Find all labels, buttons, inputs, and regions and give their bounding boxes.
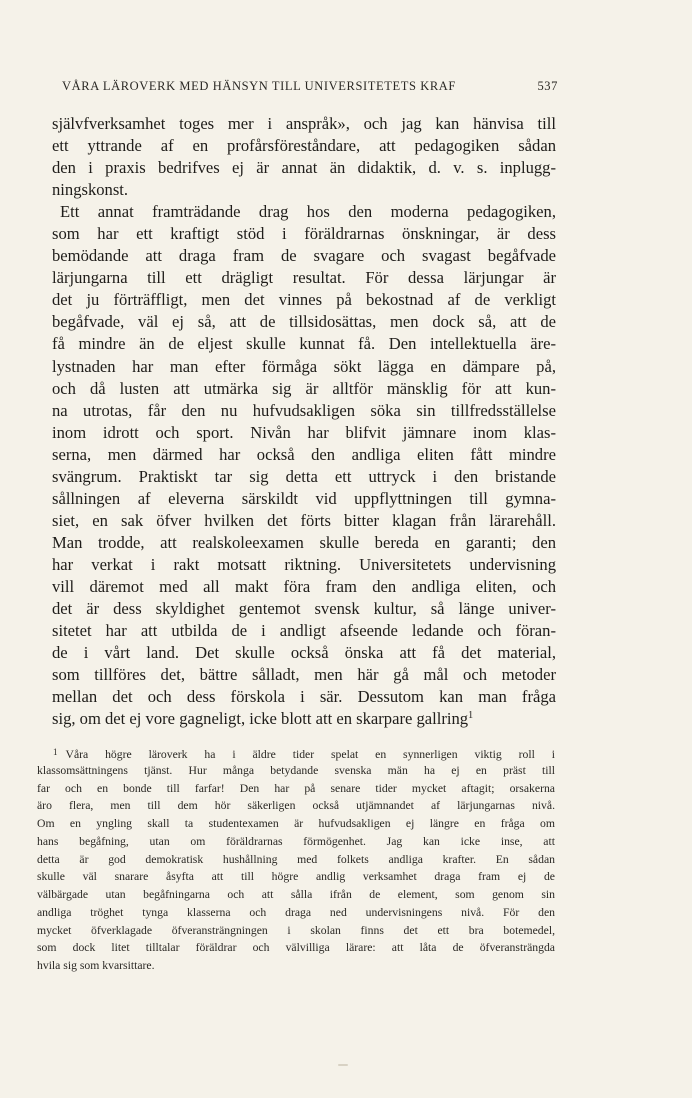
text-line: den i praxis bedrifves ej är annat än didaktik, d. v. s. inplugg- [52,158,556,178]
text-line: siet, en sak öfver hvilken det förts bitter klagan från lärarehåll. [52,510,556,530]
text-line: självfverksamhet toges mer i anspråk», och jag kan hänvisa till [52,114,556,133]
text-line: som har ett kraftigt stöd i föräldrarnas önskningar, är dess [52,224,556,244]
footnote-line: hans begåfning, utan om föräldrarnas förmögenhet. Jag kan icke inse, att [37,834,555,848]
text-line: ett yttrande af en profårsföreståndare, att pedagogiken sådan [52,136,556,156]
text-line: begåfvade, väl ej så, att de tillsidosättas, men dock så, att de [52,312,556,332]
text-line: svängrum. Praktiskt tar sig detta ett uttryck i den bristande [52,466,556,486]
text-line: har verkat i rakt motsatt riktning. Universitetets undervisning [52,554,556,574]
running-header [62,79,558,99]
footnote-line: Om en yngling skall ta studentexamen är hufvudsakligen ej längre en fråga om [37,817,555,830]
text-line: få mindre än de eljest skulle kunnat få. Den intellektuella äre- [52,334,556,354]
footnote-line [37,744,555,762]
footnote-line: mycket öfverklagade öfveransträngningen i skolan finns det ett bra botemedel, [37,923,555,937]
text-line: lärjungarna till ett drägligt resultat. För dessa lärjungar är [52,268,556,288]
footnote-reference[interactable]: 1 [468,710,474,722]
last-line-text: sig, om det ej vore gagneligt, icke blott att en skarpare gallring [52,709,469,729]
footnote [37,744,555,975]
text-line [52,708,556,730]
text-line: na utrotas, får den nu hufvudsakligen söka sin tillfredsställelse [52,400,556,420]
page-number: 537 [537,79,558,93]
footnote-line: skulle väl snarare åsyfta att till högre andlig verksamhet draga fram ej de [37,870,555,884]
main-text [52,113,556,730]
text-line: Ett annat framträdande drag hos den moderna pedagogiken, [60,202,556,222]
text-line: serna, men därmed har också den andliga eliten fått mindre [52,444,556,464]
footnote-line: andliga tröghet tynga klasserna och draga ned undervisningens nivå. För den [37,905,555,919]
footnote-line: hvila sig som kvarsittare. [37,959,155,972]
text-line: inom idrott och sport. Nivån har blifvit jämnare inom klas- [52,422,556,442]
footnote-line: äro flera, men till dem hör säkerligen också utjämnandet af lärjungarnas nivå. [37,799,555,813]
text-line: de i vårt land. Det skulle också önska att få det material, [52,643,556,663]
text-line: det är dess skyldighet gentemot svensk kultur, så länge univer- [52,599,556,619]
text-line: lystnaden har man efter förmåga sökt lägga en dämpare på, [52,356,556,376]
text-line: som tillföres det, bättre sålladt, men här gå mål och metoder [52,665,556,685]
running-title: VÅRA LÄROVERK MED HÄNSYN TILL UNIVERSITETETS KRAF [62,79,456,93]
footnote-marker: 1 [53,747,58,757]
text-line: och då lusten att utmärka sig är alltför mänsklig för att kun- [52,378,556,398]
text-line: sållningen af eleverna särskildt vid uppflyttningen till gymna- [52,488,556,508]
footnote-line-text: Våra högre läroverk ha i äldre tider spelat en synnerligen viktig roll i [65,748,555,761]
footnote-line: välbärgade utan begåfningarna och att sålla ifrån de element, som genom sin [37,888,555,901]
text-line: det ju förträffligt, men det vinnes på bekostnad af de verkligt [52,290,556,310]
text-line: mellan det och dess förskola i sär. Dessutom kan man fråga [52,687,556,707]
text-line: Man trodde, att realskoleexamen skulle bereda en garanti; den [52,532,556,552]
page-speck [338,1064,348,1066]
footnote-line: som dock litet tilltalar föräldrar och välvilliga lärare: att låta de öfveransträngda [37,941,555,955]
footnote-line: far och en bonde till farfar! Den har på senare tider mycket aftagit; orsakerna [37,781,555,795]
text-line: ningskonst. [52,180,129,200]
footnote-line: klassomsättningens tjänst. Hur många betydande svenska män ha ej en präst till [37,763,555,777]
text-line: bemödande att draga fram de svagare och svagast begåfvade [52,246,556,266]
footnote-line: detta är god demokratisk hushållning med folkets andliga krafter. En sådan [37,852,555,866]
text-line: vill däremot med all makt föra fram den andliga eliten, och [52,576,556,596]
text-line: sitetet har att utbilda de i andligt afseende ledande och föran- [52,621,556,641]
